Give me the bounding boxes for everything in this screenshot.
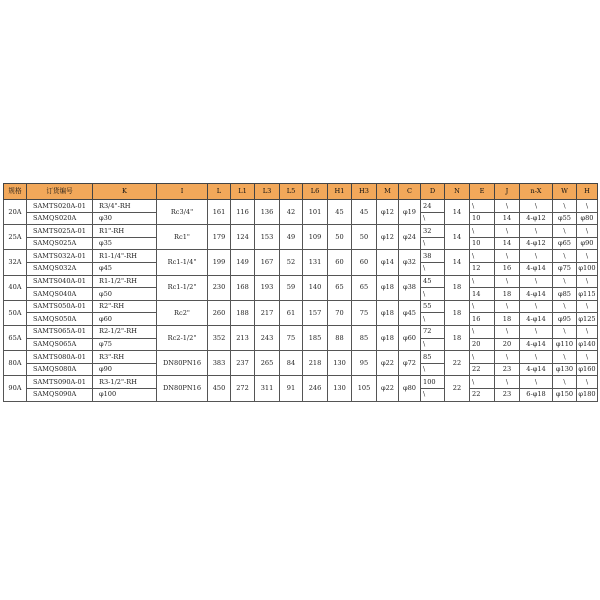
header-cell: K <box>93 184 157 200</box>
j-cell: \ <box>495 325 520 338</box>
e-cell: 14 <box>470 288 495 301</box>
h3-cell: 85 <box>352 325 377 350</box>
l5-cell: 75 <box>280 325 303 350</box>
e-cell: \ <box>470 351 495 364</box>
h-cell: φ80 <box>577 212 598 225</box>
header-cell: J <box>495 184 520 200</box>
l3-cell: 243 <box>255 325 280 350</box>
h-cell: \ <box>577 250 598 263</box>
header-cell: H <box>577 184 598 200</box>
order-code-cell: SAMTS080A-01 <box>27 351 93 364</box>
j-cell: 23 <box>495 388 520 401</box>
table-row <box>4 275 598 288</box>
spec-cell: 65A <box>4 325 27 350</box>
header-cell: 订货编号 <box>27 184 93 200</box>
e-cell: 20 <box>470 338 495 351</box>
l5-cell: 49 <box>280 225 303 250</box>
d-cell: 24 <box>421 200 445 213</box>
h1-cell: 45 <box>328 200 352 225</box>
l1-cell: 188 <box>231 300 255 325</box>
l-cell: 230 <box>208 275 231 300</box>
l1-cell: 237 <box>231 351 255 376</box>
l-cell: 383 <box>208 351 231 376</box>
e-cell: \ <box>470 300 495 313</box>
w-cell: φ65 <box>553 237 577 250</box>
d-cell: 55 <box>421 300 445 313</box>
order-code-cell: SAMQS065A <box>27 338 93 351</box>
j-cell: 14 <box>495 237 520 250</box>
h-cell: φ115 <box>577 288 598 301</box>
k-cell: φ35 <box>93 237 157 250</box>
m-cell: φ14 <box>377 250 399 275</box>
order-code-cell: SAMTS050A-01 <box>27 300 93 313</box>
k-cell: R3"-RH <box>93 351 157 364</box>
h-cell: \ <box>577 351 598 364</box>
nx-cell: \ <box>520 325 553 338</box>
w-cell: φ95 <box>553 313 577 326</box>
nx-cell: 4-φ14 <box>520 338 553 351</box>
h1-cell: 60 <box>328 250 352 275</box>
j-cell: 16 <box>495 262 520 275</box>
header-cell: L1 <box>231 184 255 200</box>
i-cell: DN80PN16 <box>157 351 208 376</box>
l6-cell: 109 <box>303 225 328 250</box>
w-cell: \ <box>553 376 577 389</box>
l3-cell: 217 <box>255 300 280 325</box>
l-cell: 179 <box>208 225 231 250</box>
table-row <box>4 250 598 263</box>
i-cell: Rc2-1/2" <box>157 325 208 350</box>
m-cell: φ12 <box>377 200 399 225</box>
l3-cell: 193 <box>255 275 280 300</box>
table-row <box>4 376 598 389</box>
h1-cell: 65 <box>328 275 352 300</box>
spec-cell: 25A <box>4 225 27 250</box>
k-cell: R2-1/2"-RH <box>93 325 157 338</box>
header-cell: L3 <box>255 184 280 200</box>
order-code-cell: SAMQS090A <box>27 388 93 401</box>
k-cell: R1-1/2"-RH <box>93 275 157 288</box>
m-cell: φ22 <box>377 376 399 401</box>
w-cell: \ <box>553 200 577 213</box>
m-cell: φ18 <box>377 275 399 300</box>
header-cell: C <box>399 184 421 200</box>
nx-cell: 4-φ14 <box>520 313 553 326</box>
d-cell: \ <box>421 212 445 225</box>
k-cell: φ75 <box>93 338 157 351</box>
i-cell: Rc3/4" <box>157 200 208 225</box>
header-cell: L <box>208 184 231 200</box>
w-cell: φ130 <box>553 363 577 376</box>
j-cell: \ <box>495 351 520 364</box>
d-cell: 45 <box>421 275 445 288</box>
order-code-cell: SAMQS080A <box>27 363 93 376</box>
j-cell: 18 <box>495 313 520 326</box>
spec-cell: 40A <box>4 275 27 300</box>
e-cell: 12 <box>470 262 495 275</box>
table-row <box>4 325 598 338</box>
spec-cell: 50A <box>4 300 27 325</box>
w-cell: \ <box>553 225 577 238</box>
w-cell: \ <box>553 351 577 364</box>
c-cell: φ32 <box>399 250 421 275</box>
table-row <box>4 225 598 238</box>
h-cell: \ <box>577 225 598 238</box>
c-cell: φ19 <box>399 200 421 225</box>
l5-cell: 52 <box>280 250 303 275</box>
table-body <box>4 200 598 402</box>
l6-cell: 246 <box>303 376 328 401</box>
d-cell: \ <box>421 338 445 351</box>
n-cell: 18 <box>445 275 470 300</box>
j-cell: 20 <box>495 338 520 351</box>
nx-cell: 4-φ12 <box>520 212 553 225</box>
nx-cell: 4-φ12 <box>520 237 553 250</box>
n-cell: 14 <box>445 225 470 250</box>
nx-cell: \ <box>520 300 553 313</box>
c-cell: φ45 <box>399 300 421 325</box>
w-cell: φ55 <box>553 212 577 225</box>
nx-cell: 4-φ14 <box>520 288 553 301</box>
nx-cell: 4-φ14 <box>520 262 553 275</box>
n-cell: 18 <box>445 300 470 325</box>
h-cell: \ <box>577 200 598 213</box>
e-cell: 16 <box>470 313 495 326</box>
d-cell: \ <box>421 388 445 401</box>
h-cell: φ125 <box>577 313 598 326</box>
h1-cell: 70 <box>328 300 352 325</box>
j-cell: 14 <box>495 212 520 225</box>
l5-cell: 42 <box>280 200 303 225</box>
h-cell: φ100 <box>577 262 598 275</box>
n-cell: 22 <box>445 351 470 376</box>
order-code-cell: SAMQS040A <box>27 288 93 301</box>
header-cell: H3 <box>352 184 377 200</box>
order-code-cell: SAMTS040A-01 <box>27 275 93 288</box>
order-code-cell: SAMQS032A <box>27 262 93 275</box>
j-cell: \ <box>495 250 520 263</box>
h3-cell: 45 <box>352 200 377 225</box>
e-cell: \ <box>470 250 495 263</box>
e-cell: 10 <box>470 212 495 225</box>
j-cell: 18 <box>495 288 520 301</box>
h-cell: \ <box>577 275 598 288</box>
h-cell: φ160 <box>577 363 598 376</box>
header-cell: W <box>553 184 577 200</box>
table-row <box>4 300 598 313</box>
nx-cell: \ <box>520 200 553 213</box>
j-cell: \ <box>495 225 520 238</box>
order-code-cell: SAMTS032A-01 <box>27 250 93 263</box>
e-cell: \ <box>470 225 495 238</box>
e-cell: 22 <box>470 363 495 376</box>
h-cell: φ90 <box>577 237 598 250</box>
w-cell: \ <box>553 250 577 263</box>
dimension-table <box>3 183 598 402</box>
i-cell: Rc1" <box>157 225 208 250</box>
header-cell: I <box>157 184 208 200</box>
h-cell: \ <box>577 300 598 313</box>
order-code-cell: SAMTS065A-01 <box>27 325 93 338</box>
l1-cell: 213 <box>231 325 255 350</box>
n-cell: 18 <box>445 325 470 350</box>
l5-cell: 84 <box>280 351 303 376</box>
e-cell: 22 <box>470 388 495 401</box>
h1-cell: 50 <box>328 225 352 250</box>
header-cell: 规格 <box>4 184 27 200</box>
l5-cell: 61 <box>280 300 303 325</box>
nx-cell: \ <box>520 225 553 238</box>
h3-cell: 75 <box>352 300 377 325</box>
h3-cell: 95 <box>352 351 377 376</box>
e-cell: \ <box>470 275 495 288</box>
order-code-cell: SAMTS020A-01 <box>27 200 93 213</box>
header-cell: E <box>470 184 495 200</box>
w-cell: \ <box>553 325 577 338</box>
header-cell: M <box>377 184 399 200</box>
w-cell: φ75 <box>553 262 577 275</box>
header-cell: N <box>445 184 470 200</box>
l5-cell: 91 <box>280 376 303 401</box>
l1-cell: 149 <box>231 250 255 275</box>
k-cell: φ90 <box>93 363 157 376</box>
m-cell: φ18 <box>377 300 399 325</box>
l1-cell: 272 <box>231 376 255 401</box>
spec-cell: 90A <box>4 376 27 401</box>
k-cell: φ45 <box>93 262 157 275</box>
l1-cell: 116 <box>231 200 255 225</box>
d-cell: \ <box>421 363 445 376</box>
h3-cell: 60 <box>352 250 377 275</box>
l6-cell: 131 <box>303 250 328 275</box>
k-cell: R3-1/2"-RH <box>93 376 157 389</box>
e-cell: \ <box>470 200 495 213</box>
h-cell: φ140 <box>577 338 598 351</box>
h3-cell: 105 <box>352 376 377 401</box>
e-cell: 10 <box>470 237 495 250</box>
order-code-cell: SAMTS025A-01 <box>27 225 93 238</box>
h-cell: \ <box>577 325 598 338</box>
i-cell: DN80PN16 <box>157 376 208 401</box>
order-code-cell: SAMTS090A-01 <box>27 376 93 389</box>
e-cell: \ <box>470 325 495 338</box>
header-row <box>4 184 598 200</box>
l6-cell: 140 <box>303 275 328 300</box>
i-cell: Rc2" <box>157 300 208 325</box>
nx-cell: \ <box>520 351 553 364</box>
k-cell: R3/4"-RH <box>93 200 157 213</box>
order-code-cell: SAMQS020A <box>27 212 93 225</box>
l3-cell: 265 <box>255 351 280 376</box>
header-cell: L6 <box>303 184 328 200</box>
d-cell: \ <box>421 288 445 301</box>
l-cell: 352 <box>208 325 231 350</box>
k-cell: φ60 <box>93 313 157 326</box>
k-cell: R2"-RH <box>93 300 157 313</box>
header-cell: n-X <box>520 184 553 200</box>
k-cell: φ30 <box>93 212 157 225</box>
l-cell: 450 <box>208 376 231 401</box>
h1-cell: 130 <box>328 376 352 401</box>
l-cell: 260 <box>208 300 231 325</box>
table-row <box>4 351 598 364</box>
d-cell: 38 <box>421 250 445 263</box>
l6-cell: 185 <box>303 325 328 350</box>
spec-cell: 80A <box>4 351 27 376</box>
k-cell: φ50 <box>93 288 157 301</box>
d-cell: \ <box>421 262 445 275</box>
d-cell: \ <box>421 313 445 326</box>
l6-cell: 157 <box>303 300 328 325</box>
d-cell: 32 <box>421 225 445 238</box>
nx-cell: \ <box>520 275 553 288</box>
w-cell: φ110 <box>553 338 577 351</box>
w-cell: \ <box>553 300 577 313</box>
l1-cell: 124 <box>231 225 255 250</box>
l-cell: 161 <box>208 200 231 225</box>
j-cell: \ <box>495 200 520 213</box>
c-cell: φ38 <box>399 275 421 300</box>
h3-cell: 50 <box>352 225 377 250</box>
header-cell: H1 <box>328 184 352 200</box>
d-cell: 100 <box>421 376 445 389</box>
nx-cell: 6-φ18 <box>520 388 553 401</box>
c-cell: φ24 <box>399 225 421 250</box>
m-cell: φ12 <box>377 225 399 250</box>
l6-cell: 218 <box>303 351 328 376</box>
h3-cell: 65 <box>352 275 377 300</box>
spec-cell: 20A <box>4 200 27 225</box>
e-cell: \ <box>470 376 495 389</box>
h-cell: φ180 <box>577 388 598 401</box>
order-code-cell: SAMQS025A <box>27 237 93 250</box>
i-cell: Rc1-1/2" <box>157 275 208 300</box>
w-cell: \ <box>553 275 577 288</box>
m-cell: φ18 <box>377 325 399 350</box>
w-cell: φ150 <box>553 388 577 401</box>
c-cell: φ80 <box>399 376 421 401</box>
j-cell: \ <box>495 275 520 288</box>
c-cell: φ60 <box>399 325 421 350</box>
w-cell: φ85 <box>553 288 577 301</box>
j-cell: \ <box>495 376 520 389</box>
l-cell: 199 <box>208 250 231 275</box>
nx-cell: \ <box>520 250 553 263</box>
d-cell: 72 <box>421 325 445 338</box>
l3-cell: 167 <box>255 250 280 275</box>
k-cell: φ100 <box>93 388 157 401</box>
j-cell: 23 <box>495 363 520 376</box>
l1-cell: 168 <box>231 275 255 300</box>
l6-cell: 101 <box>303 200 328 225</box>
l5-cell: 59 <box>280 275 303 300</box>
n-cell: 14 <box>445 200 470 225</box>
header-cell: L5 <box>280 184 303 200</box>
h1-cell: 88 <box>328 325 352 350</box>
nx-cell: \ <box>520 376 553 389</box>
n-cell: 22 <box>445 376 470 401</box>
k-cell: R1"-RH <box>93 225 157 238</box>
nx-cell: 4-φ14 <box>520 363 553 376</box>
i-cell: Rc1-1/4" <box>157 250 208 275</box>
header-cell: D <box>421 184 445 200</box>
m-cell: φ22 <box>377 351 399 376</box>
spec-sheet <box>3 183 597 402</box>
n-cell: 14 <box>445 250 470 275</box>
j-cell: \ <box>495 300 520 313</box>
c-cell: φ72 <box>399 351 421 376</box>
k-cell: R1-1/4"-RH <box>93 250 157 263</box>
l3-cell: 136 <box>255 200 280 225</box>
h1-cell: 130 <box>328 351 352 376</box>
spec-cell: 32A <box>4 250 27 275</box>
d-cell: \ <box>421 237 445 250</box>
d-cell: 85 <box>421 351 445 364</box>
l3-cell: 311 <box>255 376 280 401</box>
order-code-cell: SAMQS050A <box>27 313 93 326</box>
l3-cell: 153 <box>255 225 280 250</box>
h-cell: \ <box>577 376 598 389</box>
table-row <box>4 200 598 213</box>
